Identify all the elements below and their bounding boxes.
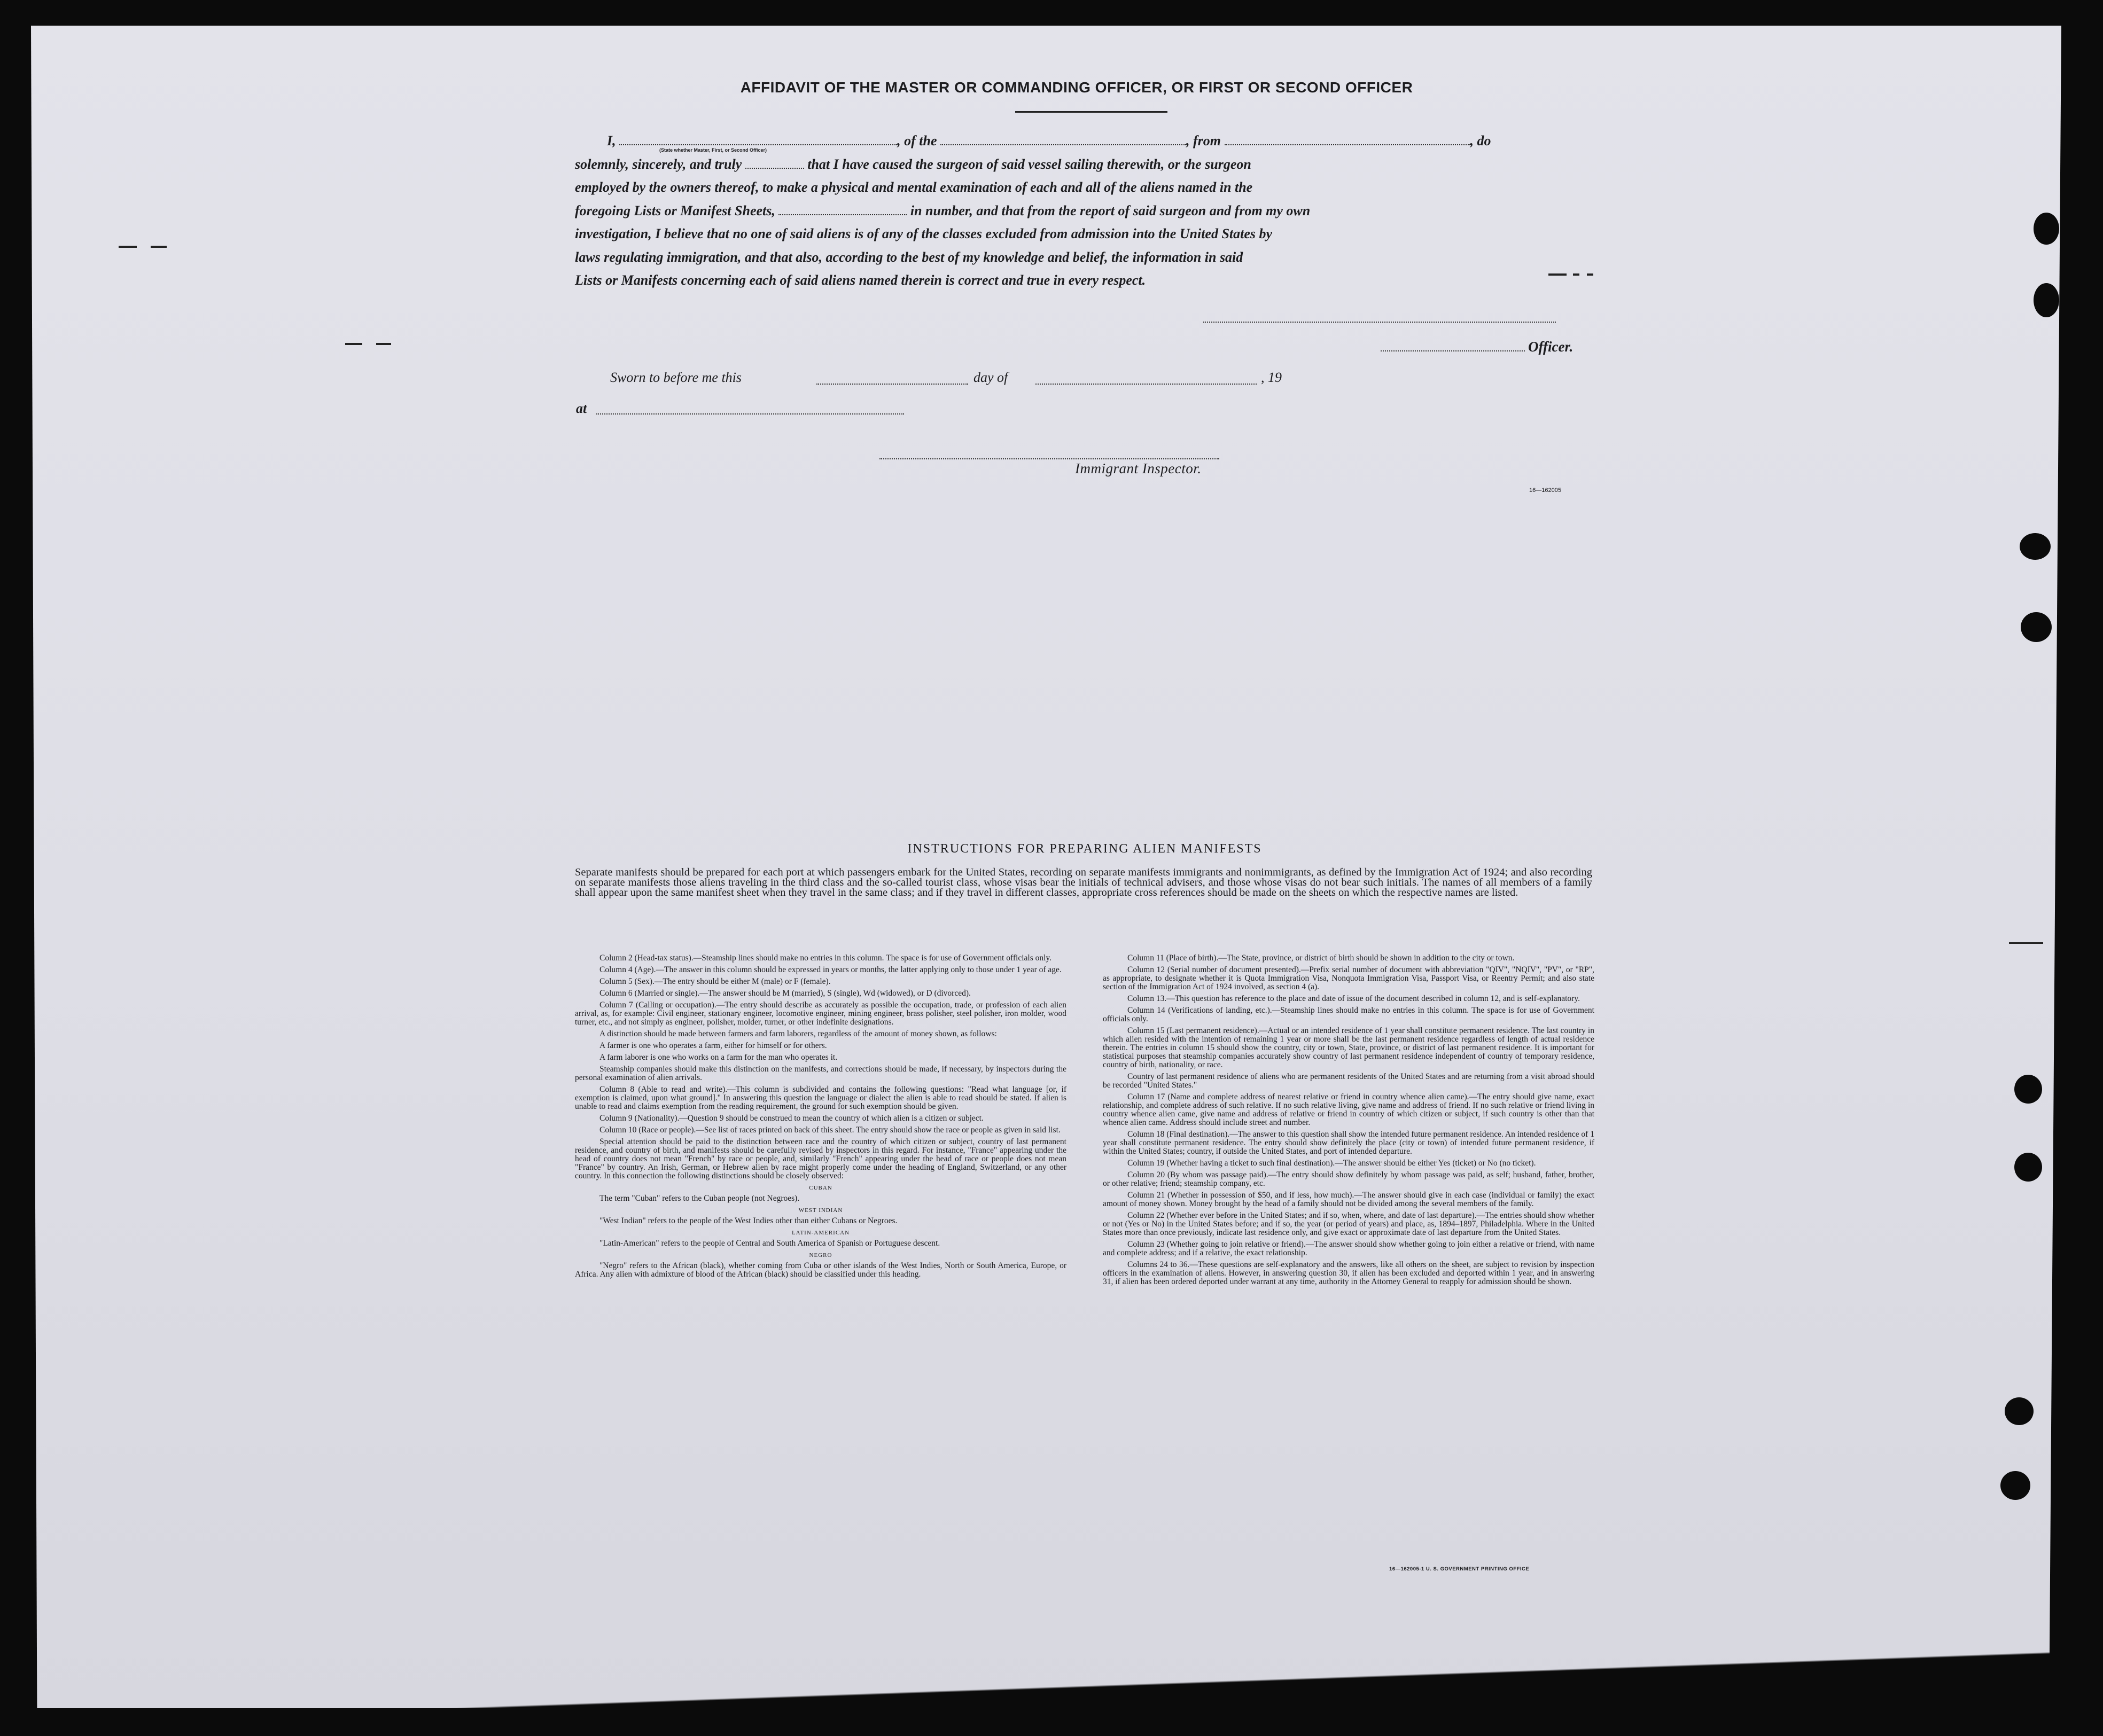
scan-mark [1587, 273, 1593, 276]
definition-heading: LATIN-AMERICAN [791, 1230, 850, 1236]
instruction-paragraph: Column 12 (Serial number of document presented).—Prefix serial number of document with abbreviation "QIV", "NQIV", "PV", or "RP", as appropriate, to designate whether it is Quota Immigration Visa, Nonquota Immigration Visa, Passport Visa, or Reentry Permit; and also state section of the Immigration Act of 1924 involved, as section 4 (a). [1103, 965, 1594, 991]
scan-mark [376, 343, 391, 345]
punch-hole [2014, 1153, 2042, 1182]
definition-text: "West Indian" refers to the people of the West Indies other than either Cubans or Negroes. [599, 1216, 898, 1225]
affidavit-body [575, 129, 1592, 292]
instruction-paragraph: Steamship companies should make this distinction on the manifests, and corrections should be made, if necessary, by inspectors during the personal examination of alien arrivals. [575, 1065, 1066, 1082]
definition-text: "Latin-American" refers to the people of Central and South America of Spanish or Portuguese descent. [599, 1239, 940, 1248]
affidavit-line2: that I have caused the surgeon of said vessel sailing therewith, or the surgeon [807, 156, 1251, 172]
instruction-paragraph: Column 7 (Calling or occupation).—The entry should describe as accurately as possible the occupation, trade, or profession of each alien arrival, as, for example: Civil engineer, stationary engineer, locomotive engineer, mining engineer, brass polisher, steel polisher, iron molder, wood turner, etc., and not simply as engineer, polisher, molder, turner, or other indefinite designations. [575, 1000, 1066, 1027]
form-number: 16—162005 [1529, 487, 1561, 494]
of-the-label: , of the [897, 133, 937, 148]
instruction-paragraph: Column 23 (Whether going to join relative or friend).—The answer should show whether going to join either a relative or friend, with name and complete address; and if a relative, the exact relationship. [1103, 1240, 1594, 1257]
scan-edge [0, 1618, 2103, 1736]
affidavit-i: I, [607, 133, 616, 148]
instruction-paragraph: Column 21 (Whether in possession of $50, and if less, how much).—The answer should give in each case (individual or family) the exact amount of money shown. Money brought by the head of a family should not be divided among the several members of the family. [1103, 1191, 1594, 1208]
title-rule [1015, 111, 1167, 113]
at-location-field[interactable] [596, 413, 904, 415]
affidavit-line6: laws regulating immigration, and that also, according to the best of my knowledge and belief, the information in said [575, 249, 1243, 265]
affidavit-line7: Lists or Manifests concerning each of said aliens named therein is correct and true in every respect. [575, 272, 1146, 288]
officer-title-line[interactable] [1381, 350, 1525, 351]
definition-heading: NEGRO [809, 1252, 832, 1258]
officer-rank-field[interactable] [619, 134, 897, 145]
instructions-intro: Separate manifests should be prepared for each port at which passengers embark for the United States, recording on separate manifests immigrants and nonimmigrants, as defined by the Immigration Act of 1924; and also recording on separate manifests those aliens traveling in the third class and the so-called tourist class, whose visas bear the initials of technical advisers, and those whose visas do not bear such initials. The names of all members of a family shall appear upon the same manifest sheet when they travel in the same class; and if they travel in different classes, appropriate cross references should be made on the sheets on which the respective names are listed. [575, 866, 1592, 898]
instruction-paragraph: Column 14 (Verifications of landing, etc.).—Steamship lines should make no entries in this column. The space is for use of Government officials only. [1103, 1006, 1594, 1023]
instruction-paragraph: Columns 24 to 36.—These questions are self-explanatory and the answers, like all others on the sheet, are subject to revision by inspection officers in the examination of aliens. However, in answering question 30, if alien has been excluded and deported within 1 year, and in answering 31, if alien has been ordered deported under warrant at any time, authority in the Attorney General to reapply for admission should be shown. [1103, 1260, 1594, 1286]
from-label: , from [1186, 133, 1221, 148]
scan-mark [119, 246, 137, 248]
punch-hole [2014, 1075, 2042, 1104]
definition-heading: WEST INDIAN [798, 1207, 843, 1214]
officer-signature-line[interactable] [1203, 322, 1556, 323]
scan-mark [151, 246, 167, 248]
alien-count-field[interactable] [778, 204, 907, 215]
punch-hole [2021, 612, 2052, 642]
scan-mark [1548, 273, 1567, 276]
instruction-paragraph: Special attention should be paid to the distinction between race and the country of which citizen or subject, country of last permanent residence, and country of birth, and manifests should be carefully revised by inspectors in this regard. For instance, "France" appearing under the head of country does not mean "French" by race or people, and, similarly "French" appearing under the head of race or people does not mean "France" by country. An Irish, German, or Hebrew alien by race might properly come under the heading of England, Switzerland, or any other country. In this connection the following distinctions should be closely observed: [575, 1137, 1066, 1180]
definition-heading: CUBAN [809, 1185, 832, 1191]
instruction-paragraph: Column 17 (Name and complete address of nearest relative or friend in country whence alien came).—The entry should give name, exact relationship, and complete address of such relative. If no such relative living, give name and address of friend. If no such relative or friend living in country whence alien came, give name and address of relative or friend in country of which citizen or subject, if such country is other than that whence alien came. Address should include street and number. [1103, 1092, 1594, 1127]
at-label: at [576, 401, 587, 416]
instruction-paragraph: Column 9 (Nationality).—Question 9 should be construed to mean the country of which alien is a citizen or subject. [599, 1114, 984, 1123]
instruction-paragraph: Column 5 (Sex).—The entry should be either M (male) or F (female). [599, 977, 831, 986]
instruction-paragraph: Column 10 (Race or people).—See list of races printed on back of this sheet. The entry should show the race or people as given in said list. [599, 1125, 1061, 1135]
inspector-signature-line[interactable] [879, 458, 1219, 459]
scan-mark [2009, 942, 2043, 944]
inspector-label: Immigrant Inspector. [1075, 460, 1202, 476]
sworn-month-field[interactable] [1035, 384, 1257, 385]
affidavit-line4b: in number, and that from the report of said surgeon and from my own [910, 202, 1311, 218]
scan-mark [1573, 273, 1579, 276]
instruction-paragraph: A farm laborer is one who works on a farm for the man who operates it. [599, 1053, 838, 1062]
instruction-paragraph: Column 22 (Whether ever before in the United States; and if so, when, where, and date of last departure).—The entries should show whether or not (Yes or No) in the United States before; and if so, the year (or period of years) and place, as, 1894–1897, Philadelphia. Where in the United States more than once previously, indicate last residence only, and give exact or approximate date of last departure from the United States. [1103, 1211, 1594, 1237]
instruction-paragraph: A farmer is one who operates a farm, either for himself or for others. [599, 1041, 827, 1050]
punch-hole [2020, 533, 2051, 560]
instruction-paragraph: Column 6 (Married or single).—The answer should be M (married), S (single), Wd (widowed), or D (divorced). [599, 989, 971, 998]
instruction-paragraph: Column 19 (Whether having a ticket to such final destination).—The answer should be either Yes (ticket) or No (no ticket). [1127, 1159, 1536, 1168]
instruction-paragraph: Column 15 (Last permanent residence).—Actual or an intended residence of 1 year shall constitute permanent residence. The last country in which alien resided with the intention of remaining 1 year or more shall be the last permanent residence regardless of length of actual residence therein. The entries in column 15 should show the country, city or town, State, province, or district of last permanent residence. It is important for statistical purposes that steamship companies accurately show country of last permanent residence independent of country of temporary residence, country of birth, nationality, or race. [1103, 1026, 1594, 1069]
definition-text: "Negro" refers to the African (black), whether coming from Cuba or other islands of the West Indies, North or South America, Europe, or Africa. Any alien with admixture of blood of the African (black) should be classified under this heading. [575, 1261, 1066, 1279]
punch-hole [2034, 283, 2059, 317]
port-from-field[interactable] [1225, 134, 1470, 145]
day-of-label: day of [973, 370, 1008, 385]
sworn-label: Sworn to before me this [610, 370, 742, 385]
printer-mark: 16—162005-1 U. S. GOVERNMENT PRINTING OFFICE [1389, 1566, 1530, 1572]
instruction-paragraph: Country of last permanent residence of aliens who are permanent residents of the United States and are returning from a visit abroad should be recorded "United States." [1103, 1072, 1594, 1090]
sworn-day-field[interactable] [816, 384, 968, 385]
instruction-paragraph: Column 20 (By whom was passage paid).—The entry should show definitely by whom passage was paid, as self; husband, father, brother, or other relative; friend; steamship company, etc. [1103, 1170, 1594, 1188]
year-label: , 19 [1261, 370, 1282, 385]
punch-hole [2000, 1471, 2030, 1500]
do-label: , do [1470, 133, 1491, 148]
punch-hole [2034, 213, 2059, 245]
instruction-paragraph: A distinction should be made between farmers and farm laborers, regardless of the amount of money shown, as follows: [599, 1029, 997, 1038]
vessel-name-field[interactable] [940, 134, 1186, 145]
instruction-paragraph: Column 8 (Able to read and write).—This column is subdivided and contains the following questions: "Read what language [or, if exemption is claimed, upon what ground]." In answering this question the language or dialect the alien is able to read should be stated. If alien is unable to read and claims exemption from the reading requirement, the ground for such exemption should be given. [575, 1085, 1066, 1111]
instruction-paragraph: Column 13.—This question has reference to the place and date of issue of the document described in column 12, and is self-explanatory. [1127, 994, 1580, 1003]
oath-field[interactable] [745, 157, 804, 169]
scan-mark [345, 343, 362, 345]
affidavit-line3: employed by the owners thereof, to make a physical and mental examination of each and all of the aliens named in the [575, 179, 1253, 195]
affidavit-title: AFFIDAVIT OF THE MASTER OR COMMANDING OFFICER, OR FIRST OR SECOND OFFICER [740, 79, 1413, 96]
definition-text: The term "Cuban" refers to the Cuban people (not Negroes). [599, 1194, 800, 1203]
instructions-title: INSTRUCTIONS FOR PREPARING ALIEN MANIFESTS [907, 842, 1262, 856]
instructions-left-column [575, 954, 1066, 1279]
instruction-paragraph: Column 4 (Age).—The answer in this column should be expressed in years or months, the latter applying only to those under 1 year of age. [599, 965, 1062, 974]
instruction-paragraph: Column 11 (Place of birth).—The State, province, or district of birth should be shown in addition to the city or town. [1127, 953, 1515, 963]
affidavit-line5: investigation, I believe that no one of said aliens is of any of the classes excluded from admission into the United States by [575, 226, 1273, 241]
rank-note: (State whether Master, First, or Second Officer) [659, 147, 767, 153]
solemnly-label: solemnly, sincerely, and truly [575, 156, 742, 172]
officer-label: Officer. [1528, 339, 1574, 355]
instructions-right-column [1103, 954, 1594, 1286]
punch-hole [2005, 1397, 2034, 1425]
instruction-paragraph: Column 2 (Head-tax status).—Steamship lines should make no entries in this column. The space is for use of Government officials only. [599, 953, 1052, 963]
affidavit-line4a: foregoing Lists or Manifest Sheets, [575, 202, 775, 218]
instruction-paragraph: Column 18 (Final destination).—The answer to this question shall show the intended future permanent residence. An intended residence of 1 year shall constitute permanent residence. The entry should show definitely the place (city or town) of intended future permanent residence, if within the United States; country, if outside the United States, and port of intended departure. [1103, 1130, 1594, 1156]
